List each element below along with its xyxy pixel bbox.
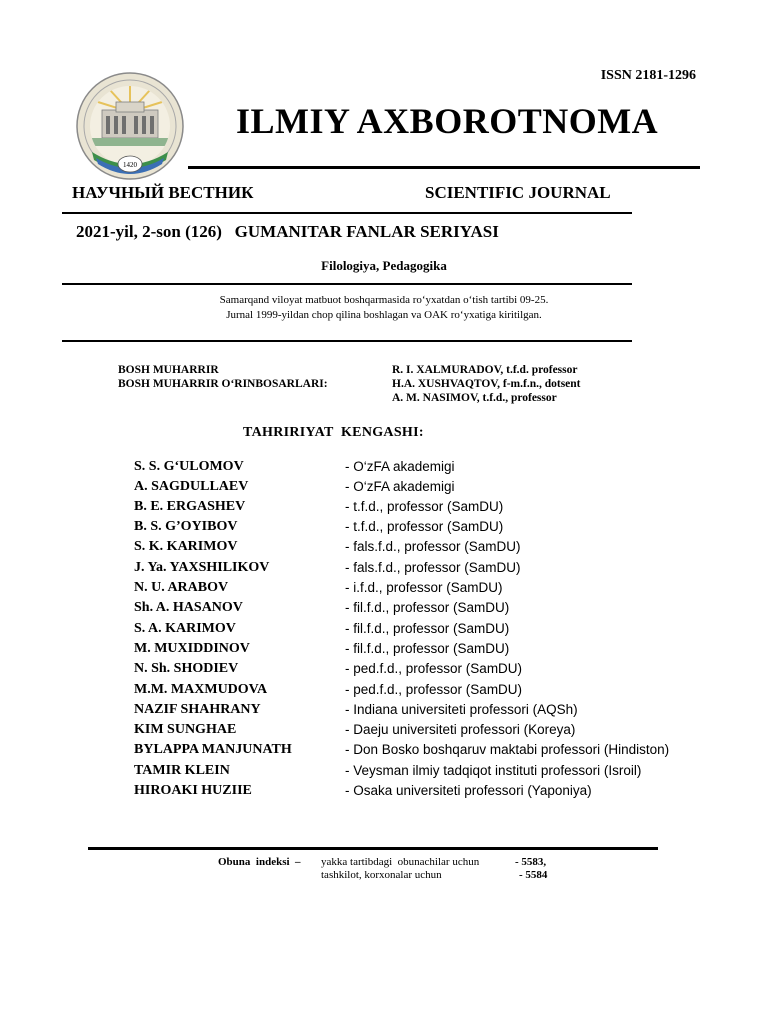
board-member-title: - i.f.d., professor (SamDU) [345, 580, 503, 595]
university-emblem-logo [70, 72, 190, 184]
editorial-board-heading: TAHRIRIYAT KENGASHI: [243, 425, 424, 440]
board-member-name: B. E. ERGASHEV [134, 499, 246, 514]
board-member-title: - Veysman ilmiy tadqiqot instituti professori (Isroil) [345, 763, 642, 778]
board-member-name: NAZIF SHAHRANY [134, 702, 261, 717]
board-member-name: A. SAGDULLAEV [134, 479, 249, 494]
divider [62, 340, 632, 342]
board-member-name: J. Ya. YAXSHILIKOV [134, 560, 270, 575]
issn-number: ISSN 2181-1296 [600, 68, 696, 83]
board-member-name: S. S. G‘ULOMOV [134, 459, 244, 474]
board-member-title: - fil.f.d., professor (SamDU) [345, 621, 510, 636]
logo-year: 1420 [123, 161, 137, 169]
board-member-title: - fil.f.d., professor (SamDU) [345, 600, 510, 615]
subscription-organization-code: - 5584 [519, 869, 548, 881]
board-member-name: M. MUXIDDINOV [134, 641, 250, 656]
subscription-index-label: Obuna indeksi – [218, 856, 301, 868]
board-member-title: - ped.f.d., professor (SamDU) [345, 661, 523, 676]
board-member-title: - O‘zFA akademigi [345, 459, 455, 474]
chief-editor-label: BOSH MUHARRIR [118, 364, 219, 376]
russian-title: НАУЧНЫЙ ВЕСТНИК [72, 183, 254, 202]
registration-line-2: Jurnal 1999-yildan chop qilina boshlagan va OAK ro‘yxatiga kiritilgan. [226, 309, 542, 321]
subscription-individual-code: - 5583, [515, 856, 547, 868]
deputy-editor-name: A. M. NASIMOV, t.f.d., professor [392, 392, 557, 404]
chief-editor-name: R. I. XALMURADOV, t.f.d. professor [392, 364, 578, 376]
deputy-editor-name: H.A. XUSHVAQTOV, f-m.f.n., dotsent [392, 378, 581, 390]
board-member-title: - Daeju universiteti professori (Koreya) [345, 722, 576, 737]
board-member-name: TAMIR KLEIN [134, 763, 230, 778]
board-member-title: - Indiana universiteti professori (AQSh) [345, 702, 578, 717]
board-member-title: - t.f.d., professor (SamDU) [345, 519, 504, 534]
subscription-individual-label: yakka tartibdagi obunachilar uchun [321, 856, 480, 868]
divider [62, 283, 632, 285]
subject-areas: Filologiya, Pedagogika [321, 258, 447, 273]
board-member-name: N. Sh. SHODIEV [134, 661, 239, 676]
journal-title: ILMIY AXBOROTNOMA [236, 101, 659, 141]
registration-line-1: Samarqand viloyat matbuot boshqarmasida ro‘yxatdan o‘tish tartibi 09-25. [219, 294, 549, 306]
board-member-title: - ped.f.d., professor (SamDU) [345, 682, 523, 697]
board-member-title: - O‘zFA akademigi [345, 479, 455, 494]
board-member-name: N. U. ARABOV [134, 580, 229, 595]
board-member-title: - fals.f.d., professor (SamDU) [345, 539, 521, 554]
board-member-name: KIM SUNGHAE [134, 722, 237, 737]
deputy-editors-label: BOSH MUHARRIR O‘RINBOSARLARI: [118, 378, 328, 390]
board-member-title: - Don Bosko boshqaruv maktabi professori (Hindiston) [345, 742, 670, 757]
board-member-name: Sh. A. HASANOV [134, 600, 243, 615]
board-member-name: BYLAPPA MANJUNATH [134, 742, 292, 757]
board-member-name: HIROAKI HUZIIE [134, 783, 252, 798]
issue-line: 2021-yil, 2-son (126) GUMANITAR FANLAR SERIYASI [76, 222, 499, 241]
board-member-title: - Osaka universiteti professori (Yaponiya) [345, 783, 592, 798]
subscription-organization-label: tashkilot, korxonalar uchun [321, 869, 442, 881]
board-member-name: S. K. KARIMOV [134, 539, 238, 554]
board-member-title: - fals.f.d., professor (SamDU) [345, 560, 521, 575]
divider [62, 212, 632, 214]
board-member-name: B. S. G’OYIBOV [134, 519, 238, 534]
board-member-title: - fil.f.d., professor (SamDU) [345, 641, 510, 656]
divider [88, 847, 658, 850]
board-member-title: - t.f.d., professor (SamDU) [345, 499, 504, 514]
divider [188, 166, 700, 169]
board-member-name: S. A. KARIMOV [134, 621, 236, 636]
english-title: SCIENTIFIC JOURNAL [425, 183, 611, 202]
board-member-name: M.M. MAXMUDOVA [134, 682, 268, 697]
